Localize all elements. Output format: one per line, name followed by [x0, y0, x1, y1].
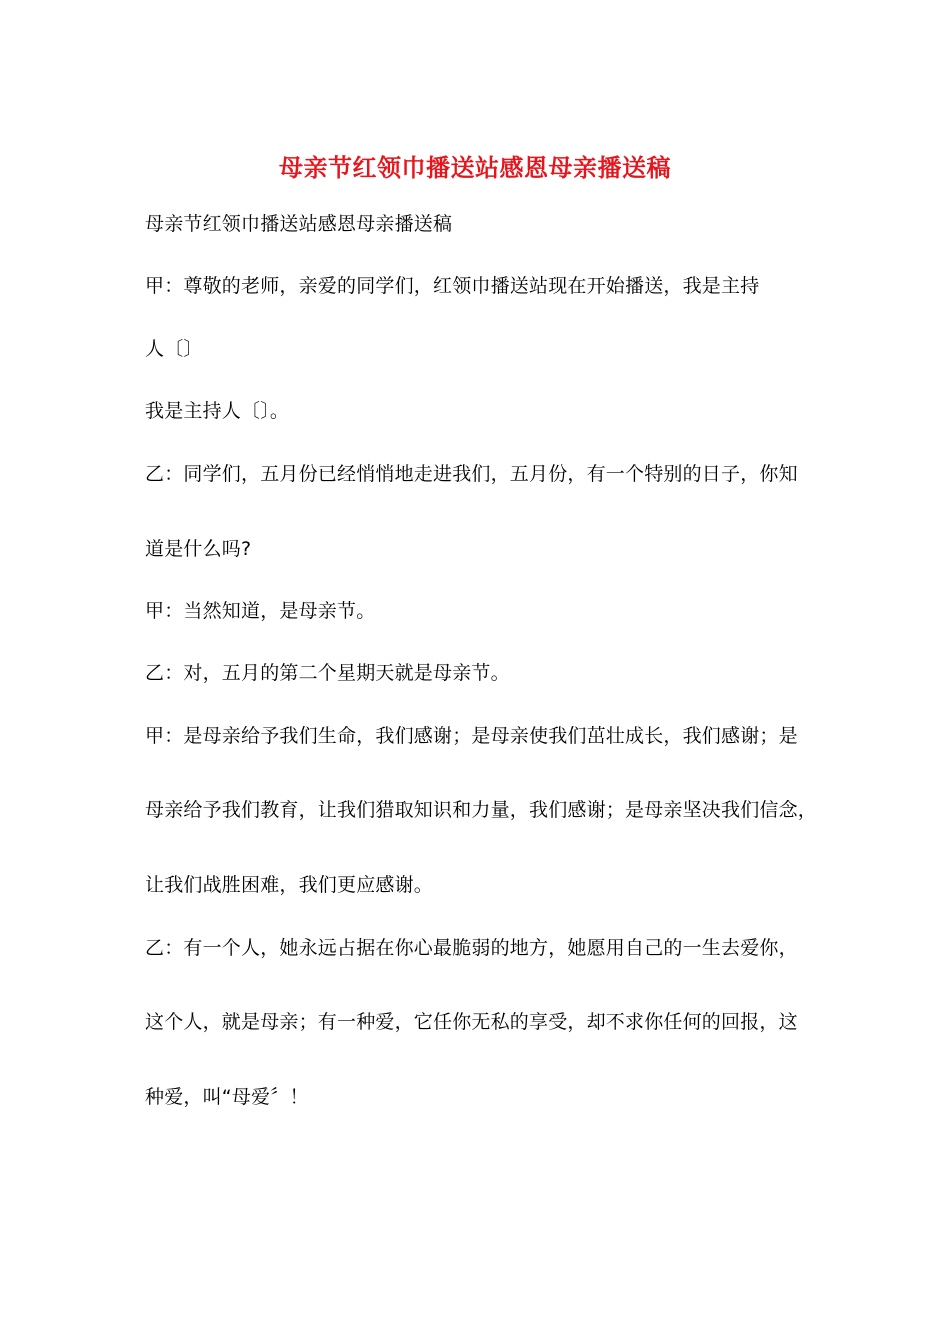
- text-line: 乙：同学们，五月份已经悄悄地走进我们，五月份，有一个特别的日子，你知: [145, 463, 798, 485]
- text-line: 种爱，叫“母爱〞！: [145, 1086, 309, 1108]
- text-line: 乙：对，五月的第二个星期天就是母亲节。: [145, 662, 510, 684]
- text-line: 甲：是母亲给予我们生命，我们感谢；是母亲使我们茁壮成长，我们感谢；是: [145, 725, 798, 747]
- document-title: 母亲节红领巾播送站感恩母亲播送稿: [279, 153, 671, 182]
- text-line: 人〔〕: [145, 338, 203, 360]
- text-line: 母亲给予我们教育，让我们猎取知识和力量，我们感谢；是母亲坚决我们信念，: [145, 799, 818, 821]
- text-line-subtitle: 母亲节红领巾播送站感恩母亲播送稿: [145, 213, 453, 235]
- text-line: 让我们战胜困难，我们更应感谢。: [145, 874, 434, 896]
- text-line: 我是主持人〔〕。: [145, 400, 290, 422]
- text-line: 甲：尊敬的老师，亲爱的同学们，红领巾播送站现在开始播送，我是主持: [145, 275, 760, 297]
- text-line: 乙：有一个人，她永远占据在你心最脆弱的地方，她愿用自己的一生去爱你，: [145, 937, 798, 959]
- text-line: 道是什么吗?: [145, 538, 252, 560]
- text-line: 甲：当然知道，是母亲节。: [145, 600, 376, 622]
- text-line: 这个人，就是母亲；有一种爱，它任你无私的享受，却不求你任何的回报，这: [145, 1011, 798, 1033]
